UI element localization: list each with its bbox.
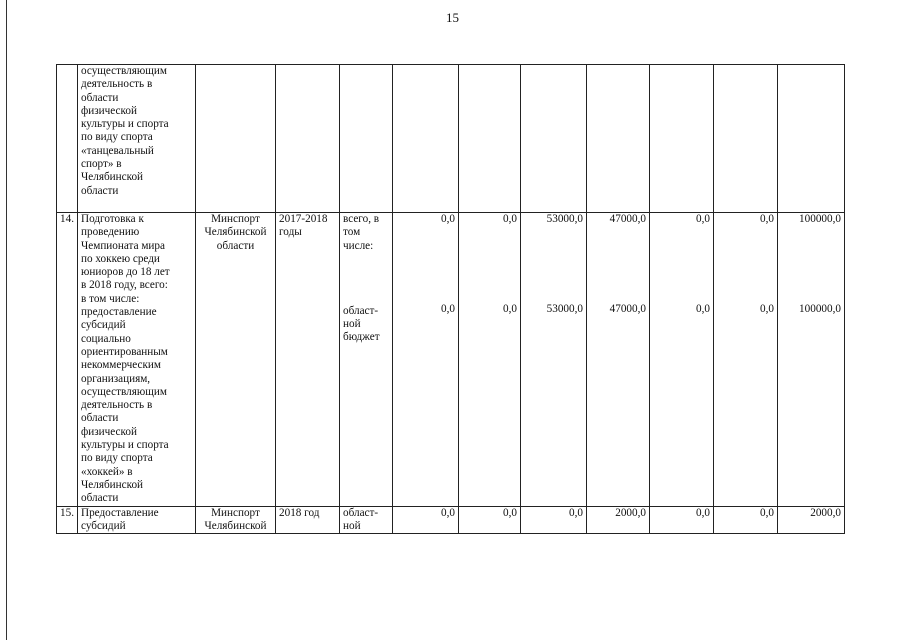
value-regional: 0,0: [760, 303, 774, 316]
measure-name-line: области: [81, 184, 119, 197]
measure-name-line: Подготовка к: [81, 213, 144, 225]
measure-name-line: по хоккею среди: [81, 252, 160, 265]
spacer: [590, 226, 646, 303]
measure-name-line: Челябинской: [81, 171, 144, 184]
measure-name-line: культуры и спорта: [81, 439, 169, 452]
measure-name-line: субсидий: [81, 519, 126, 532]
value-total: 0,0: [696, 213, 710, 225]
measure-name-line: области: [81, 412, 119, 425]
value-regional: 0,0: [441, 303, 455, 316]
measure-name-line: области: [81, 91, 119, 104]
measure-name-cell: [78, 506, 196, 534]
measure-name-line: спорт» в: [81, 158, 122, 171]
value-regional: 47000,0: [609, 303, 646, 316]
executor-cell: Минспорт Челябинской: [196, 506, 276, 534]
measure-name-line: по виду спорта: [81, 452, 153, 465]
value-total: 53000,0: [546, 213, 583, 225]
value-regional: 0,0: [696, 303, 710, 316]
measure-name-line: физической: [81, 425, 137, 438]
measure-name-line: некоммерческим: [81, 359, 161, 372]
period-cell: 2017-2018 годы: [276, 213, 340, 507]
value-cell: [521, 213, 587, 507]
executor-cell: [196, 65, 276, 213]
value-cell: [459, 213, 521, 507]
value-cell: [714, 65, 778, 213]
value-cell: [650, 65, 714, 213]
value-regional: 0,0: [503, 303, 517, 316]
table-row: [57, 65, 845, 213]
measure-name-line: в том числе:: [81, 292, 140, 305]
spacer: [781, 226, 841, 303]
funding-source-cell: [340, 65, 393, 213]
measure-name-line: области: [81, 492, 119, 505]
value-total: 47000,0: [609, 213, 646, 225]
measure-name-line: в 2018 году, всего:: [81, 279, 168, 292]
measure-name-line: субсидий: [81, 319, 126, 332]
measure-name-line: юниоров до 18 лет: [81, 266, 170, 279]
row-index: [57, 65, 78, 213]
value-total: 0,0: [503, 213, 517, 225]
measure-name-line: проведению: [81, 226, 140, 239]
value-cell: [393, 65, 459, 213]
value-cell: 0,0: [393, 506, 459, 534]
value-cell: [714, 213, 778, 507]
value-cell: [393, 213, 459, 507]
value-total: 0,0: [760, 213, 774, 225]
value-cell: [459, 65, 521, 213]
funding-source-regional: област-ной бюджет: [343, 304, 380, 344]
measure-name-line: социально: [81, 332, 131, 345]
measure-name-line: деятельность в: [81, 399, 153, 412]
measure-name-cell: [78, 213, 196, 507]
funding-source-cell: област-ной: [340, 506, 393, 534]
value-cell: 0,0: [650, 506, 714, 534]
budget-table: [56, 64, 845, 534]
measure-name-line: организациям,: [81, 372, 151, 385]
value-cell: [587, 65, 650, 213]
value-cell: [650, 213, 714, 507]
table-row: [57, 213, 845, 507]
funding-source-total: всего, в том числе:: [343, 213, 380, 252]
row-index: 14.: [57, 213, 78, 507]
value-cell: [778, 65, 845, 213]
measure-name-line: культуры и спорта: [81, 118, 169, 131]
measure-name-line: ориентированным: [81, 345, 168, 358]
value-cell: 2000,0: [778, 506, 845, 534]
value-cell: [587, 213, 650, 507]
spacer: [343, 253, 389, 305]
page-number: 15: [446, 10, 459, 25]
measure-name-line: физической: [81, 104, 137, 117]
period-cell: 2018 год: [276, 506, 340, 534]
spacer: [717, 226, 774, 303]
value-cell: [521, 65, 587, 213]
measure-name-line: деятельность в: [81, 78, 153, 91]
table-row: [57, 506, 845, 534]
measure-name-line: «танцевальный: [81, 144, 154, 157]
measure-name-line: предоставление: [81, 306, 157, 319]
value-regional: 100000,0: [799, 303, 841, 316]
spacer: [462, 226, 517, 303]
measure-name-line: по виду спорта: [81, 131, 153, 144]
measure-name-line: Предоставление: [81, 506, 159, 519]
measure-name-cell: [78, 65, 196, 213]
value-cell: 0,0: [714, 506, 778, 534]
measure-name-line: осуществляющим: [81, 65, 167, 77]
spacer: [396, 226, 455, 303]
funding-source-cell: [340, 213, 393, 507]
value-cell: 0,0: [521, 506, 587, 534]
value-cell: [778, 213, 845, 507]
executor-cell: Минспорт Челябинской области: [196, 213, 276, 507]
spacer: [524, 226, 583, 303]
row-index: 15.: [57, 506, 78, 534]
page-margin-line: [6, 0, 7, 640]
measure-name-line: Челябинской: [81, 478, 144, 491]
measure-name-line: Чемпионата мира: [81, 239, 165, 252]
value-cell: 0,0: [459, 506, 521, 534]
value-total: 0,0: [441, 213, 455, 225]
measure-name-line: осуществляющим: [81, 385, 167, 398]
value-regional: 53000,0: [546, 303, 583, 316]
spacer: [653, 226, 710, 303]
value-cell: 2000,0: [587, 506, 650, 534]
value-total: 100000,0: [799, 213, 841, 225]
measure-name-line: «хоккей» в: [81, 465, 133, 478]
period-cell: [276, 65, 340, 213]
